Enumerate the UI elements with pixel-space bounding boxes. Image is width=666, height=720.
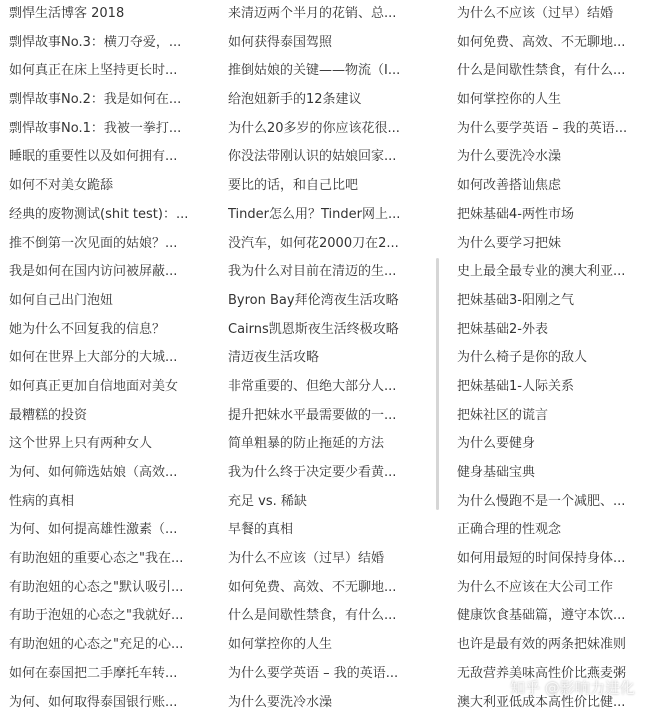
- article-title: 如何改善搭讪焦虑: [457, 178, 562, 194]
- article-title: 健身基础宝典: [457, 465, 536, 480]
- article-title: 有助于泡妞的心态之"我就好...: [9, 608, 184, 624]
- article-title: 剽悍故事No.2：我是如何在...: [9, 92, 182, 108]
- article-title: 最糟糕的投资: [9, 407, 88, 423]
- article-title: 剽悍故事No.1：我被一拳打...: [9, 120, 182, 136]
- article-list-column-1: [9, 0, 207, 717]
- article-title: 也许是最有效的两条把妹准则: [457, 637, 627, 653]
- article-link[interactable]: [9, 0, 207, 29]
- article-title: 如何掌控你的人生: [228, 637, 333, 653]
- article-link[interactable]: [9, 488, 207, 517]
- article-link[interactable]: [457, 545, 657, 574]
- article-title: 如何获得泰国驾照: [228, 34, 333, 50]
- article-title: 为什么不应该（过早）结婚: [228, 551, 385, 567]
- article-link[interactable]: [228, 430, 423, 459]
- article-title: 充足 vs. 稀缺: [228, 493, 307, 509]
- article-title: 提升把妹水平最需要做的一...: [228, 407, 397, 423]
- article-title: 如何在泰国把二手摩托车转...: [9, 665, 178, 681]
- article-list-column-2: [228, 0, 423, 717]
- article-title: 把妹基础4-两性市场: [457, 206, 574, 222]
- article-title: 早餐的真相: [228, 522, 294, 538]
- article-link[interactable]: [9, 574, 207, 603]
- article-title: 来清迈两个半月的花销、总...: [228, 6, 397, 21]
- article-title: 为什么20多岁的你应该花很...: [228, 120, 400, 136]
- article-link[interactable]: [457, 344, 657, 373]
- article-title: 有助泡妞的心态之"默认吸引...: [9, 579, 184, 595]
- article-link[interactable]: [228, 459, 423, 488]
- article-title: 为什么要学英语 – 我的英语...: [457, 120, 628, 136]
- article-link[interactable]: [228, 402, 423, 431]
- article-link[interactable]: [9, 660, 207, 689]
- article-link[interactable]: [228, 602, 423, 631]
- article-title: 我为什么终于决定要少看黄...: [228, 465, 397, 480]
- article-title: 为什么椅子是你的敌人: [457, 350, 588, 366]
- article-link[interactable]: [228, 316, 423, 345]
- article-title: 我是如何在国内访问被屏蔽...: [9, 264, 178, 280]
- article-link[interactable]: [9, 430, 207, 459]
- article-link[interactable]: [9, 545, 207, 574]
- article-link[interactable]: [228, 143, 423, 172]
- article-title: 为什么不应该在大公司工作: [457, 579, 614, 595]
- article-title: 非常重要的、但绝大部分人...: [228, 378, 397, 394]
- article-link[interactable]: [457, 516, 657, 545]
- article-link[interactable]: [228, 172, 423, 201]
- scrollbar[interactable]: [436, 258, 439, 510]
- article-link[interactable]: [9, 373, 207, 402]
- article-link[interactable]: [9, 316, 207, 345]
- article-title: 性病的真相: [9, 493, 75, 509]
- article-link[interactable]: [9, 57, 207, 86]
- article-link[interactable]: [9, 344, 207, 373]
- article-title: 如何自己出门泡妞: [9, 292, 114, 308]
- article-title: 把妹基础2-外表: [457, 321, 548, 337]
- article-link[interactable]: [228, 689, 423, 718]
- article-link[interactable]: [228, 660, 423, 689]
- article-list-column-3: [457, 0, 657, 717]
- article-title: 没汽车，如何花2000刀在2...: [228, 235, 399, 251]
- article-title: 为什么要健身: [457, 436, 536, 452]
- article-link[interactable]: [457, 402, 657, 431]
- article-link[interactable]: [228, 86, 423, 115]
- article-link[interactable]: [457, 57, 657, 86]
- article-title: 这个世界上只有两种女人: [9, 436, 153, 452]
- article-title: Byron Bay拜伦湾夜生活攻略: [228, 292, 399, 308]
- article-title: 剽悍故事No.3：横刀夺爱，...: [9, 34, 182, 50]
- article-link[interactable]: [457, 316, 657, 345]
- article-title: 澳大利亚低成本高性价比健...: [457, 694, 626, 710]
- article-title: 我为什么对目前在清迈的生...: [228, 264, 397, 280]
- article-title: 把妹基础3-阳刚之气: [457, 292, 574, 308]
- article-link[interactable]: [9, 631, 207, 660]
- article-link[interactable]: [457, 459, 657, 488]
- article-title: 健康饮食基础篇，遵守本饮...: [457, 608, 626, 624]
- article-link[interactable]: [457, 172, 657, 201]
- article-link[interactable]: [9, 402, 207, 431]
- article-title: Cairns凯恩斯夜生活终极攻略: [228, 321, 399, 337]
- article-title: 给泡妞新手的12条建议: [228, 92, 362, 108]
- article-link[interactable]: [9, 29, 207, 58]
- article-link[interactable]: [9, 115, 207, 144]
- article-title: 如何真正更加自信地面对美女: [9, 378, 179, 394]
- article-link[interactable]: [457, 115, 657, 144]
- article-title: 为何、如何提高雄性激素（...: [9, 522, 178, 538]
- article-title: 如何在世界上大部分的大城...: [9, 350, 178, 366]
- article-link[interactable]: [457, 287, 657, 316]
- article-link[interactable]: [9, 516, 207, 545]
- article-title: Tinder怎么用？Tinder网上...: [228, 206, 401, 222]
- article-title: 正确合理的性观念: [457, 522, 562, 538]
- article-link[interactable]: [9, 287, 207, 316]
- article-link[interactable]: [457, 143, 657, 172]
- article-title: 要比的话，和自己比吧: [228, 178, 359, 194]
- article-link[interactable]: [228, 373, 423, 402]
- article-title: 为何、如何筛选姑娘（高效...: [9, 465, 178, 480]
- article-link[interactable]: [228, 29, 423, 58]
- article-title: 如何掌控你的人生: [457, 92, 562, 108]
- article-link[interactable]: [228, 344, 423, 373]
- article-title: 为何、如何取得泰国银行账...: [9, 694, 178, 710]
- article-title: 为什么要洗冷水澡: [457, 149, 562, 165]
- article-link[interactable]: [457, 29, 657, 58]
- article-title: 推倒姑娘的关键——物流（I...: [228, 63, 401, 79]
- article-link[interactable]: [457, 689, 657, 718]
- article-title: 如何真正在床上坚持更长时...: [9, 63, 178, 79]
- article-title: 清迈夜生活攻略: [228, 350, 320, 366]
- article-link[interactable]: [228, 230, 423, 259]
- article-link[interactable]: [228, 115, 423, 144]
- article-title: 为什么要学习把妹: [457, 235, 562, 251]
- article-link[interactable]: [457, 373, 657, 402]
- article-title: 你没法带刚认识的姑娘回家...: [228, 149, 397, 165]
- article-title: 把妹基础1-人际关系: [457, 378, 574, 394]
- article-link[interactable]: [9, 459, 207, 488]
- article-link[interactable]: [457, 660, 657, 689]
- article-title: 为什么要洗冷水澡: [228, 694, 333, 710]
- article-title: 剽悍生活博客 2018: [9, 6, 125, 21]
- article-link[interactable]: [228, 258, 423, 287]
- article-title: 如何不对美女跪舔: [9, 178, 114, 194]
- article-title: 如何免费、高效、不无聊地...: [457, 34, 626, 50]
- article-title: 史上最全最专业的澳大利亚...: [457, 264, 626, 280]
- article-link[interactable]: [228, 574, 423, 603]
- article-title: 经典的废物测试(shit test)：...: [9, 206, 189, 222]
- article-link[interactable]: [457, 430, 657, 459]
- article-link[interactable]: [228, 201, 423, 230]
- article-link[interactable]: [9, 201, 207, 230]
- article-link[interactable]: [228, 0, 423, 29]
- article-link[interactable]: [228, 631, 423, 660]
- article-link[interactable]: [9, 602, 207, 631]
- article-link[interactable]: [457, 574, 657, 603]
- article-title: 无敌营养美味高性价比燕麦粥: [457, 665, 627, 681]
- article-link[interactable]: [9, 172, 207, 201]
- article-link[interactable]: [228, 488, 423, 517]
- article-title: 什么是间歇性禁食，有什么...: [457, 63, 626, 79]
- watermark: 知乎 @影响力进化: [510, 679, 635, 697]
- article-title: 为什么要学英语 – 我的英语...: [228, 665, 399, 681]
- article-link[interactable]: [9, 230, 207, 259]
- article-title: 为什么慢跑不是一个减肥、...: [457, 493, 626, 509]
- article-link[interactable]: [9, 86, 207, 115]
- article-title: 什么是间歇性禁食，有什么...: [228, 608, 397, 624]
- article-link[interactable]: [9, 689, 207, 718]
- article-link[interactable]: [457, 201, 657, 230]
- article-link[interactable]: [457, 631, 657, 660]
- article-title: 她为什么不回复我的信息？: [9, 321, 166, 337]
- article-link[interactable]: [228, 57, 423, 86]
- article-link[interactable]: [228, 516, 423, 545]
- article-title: 如何用最短的时间保持身体...: [457, 551, 626, 567]
- article-link[interactable]: [9, 143, 207, 172]
- article-title: 把妹社区的谎言: [457, 407, 549, 423]
- article-link[interactable]: [457, 488, 657, 517]
- article-title: 睡眠的重要性以及如何拥有...: [9, 149, 178, 165]
- article-link[interactable]: [457, 86, 657, 115]
- article-title: 为什么不应该（过早）结婚: [457, 6, 614, 21]
- article-link[interactable]: [228, 287, 423, 316]
- article-title: 有助泡妞的重要心态之"我在...: [9, 551, 184, 567]
- article-link[interactable]: [228, 545, 423, 574]
- article-link[interactable]: [457, 258, 657, 287]
- article-title: 推不倒第一次见面的姑娘？...: [9, 235, 178, 251]
- article-link[interactable]: [457, 602, 657, 631]
- article-link[interactable]: [457, 230, 657, 259]
- article-title: 简单粗暴的防止拖延的方法: [228, 436, 385, 452]
- article-title: 有助泡妞的心态之"充足的心...: [9, 637, 184, 653]
- article-link[interactable]: [457, 0, 657, 29]
- article-title: 如何免费、高效、不无聊地...: [228, 579, 397, 595]
- article-link[interactable]: [9, 258, 207, 287]
